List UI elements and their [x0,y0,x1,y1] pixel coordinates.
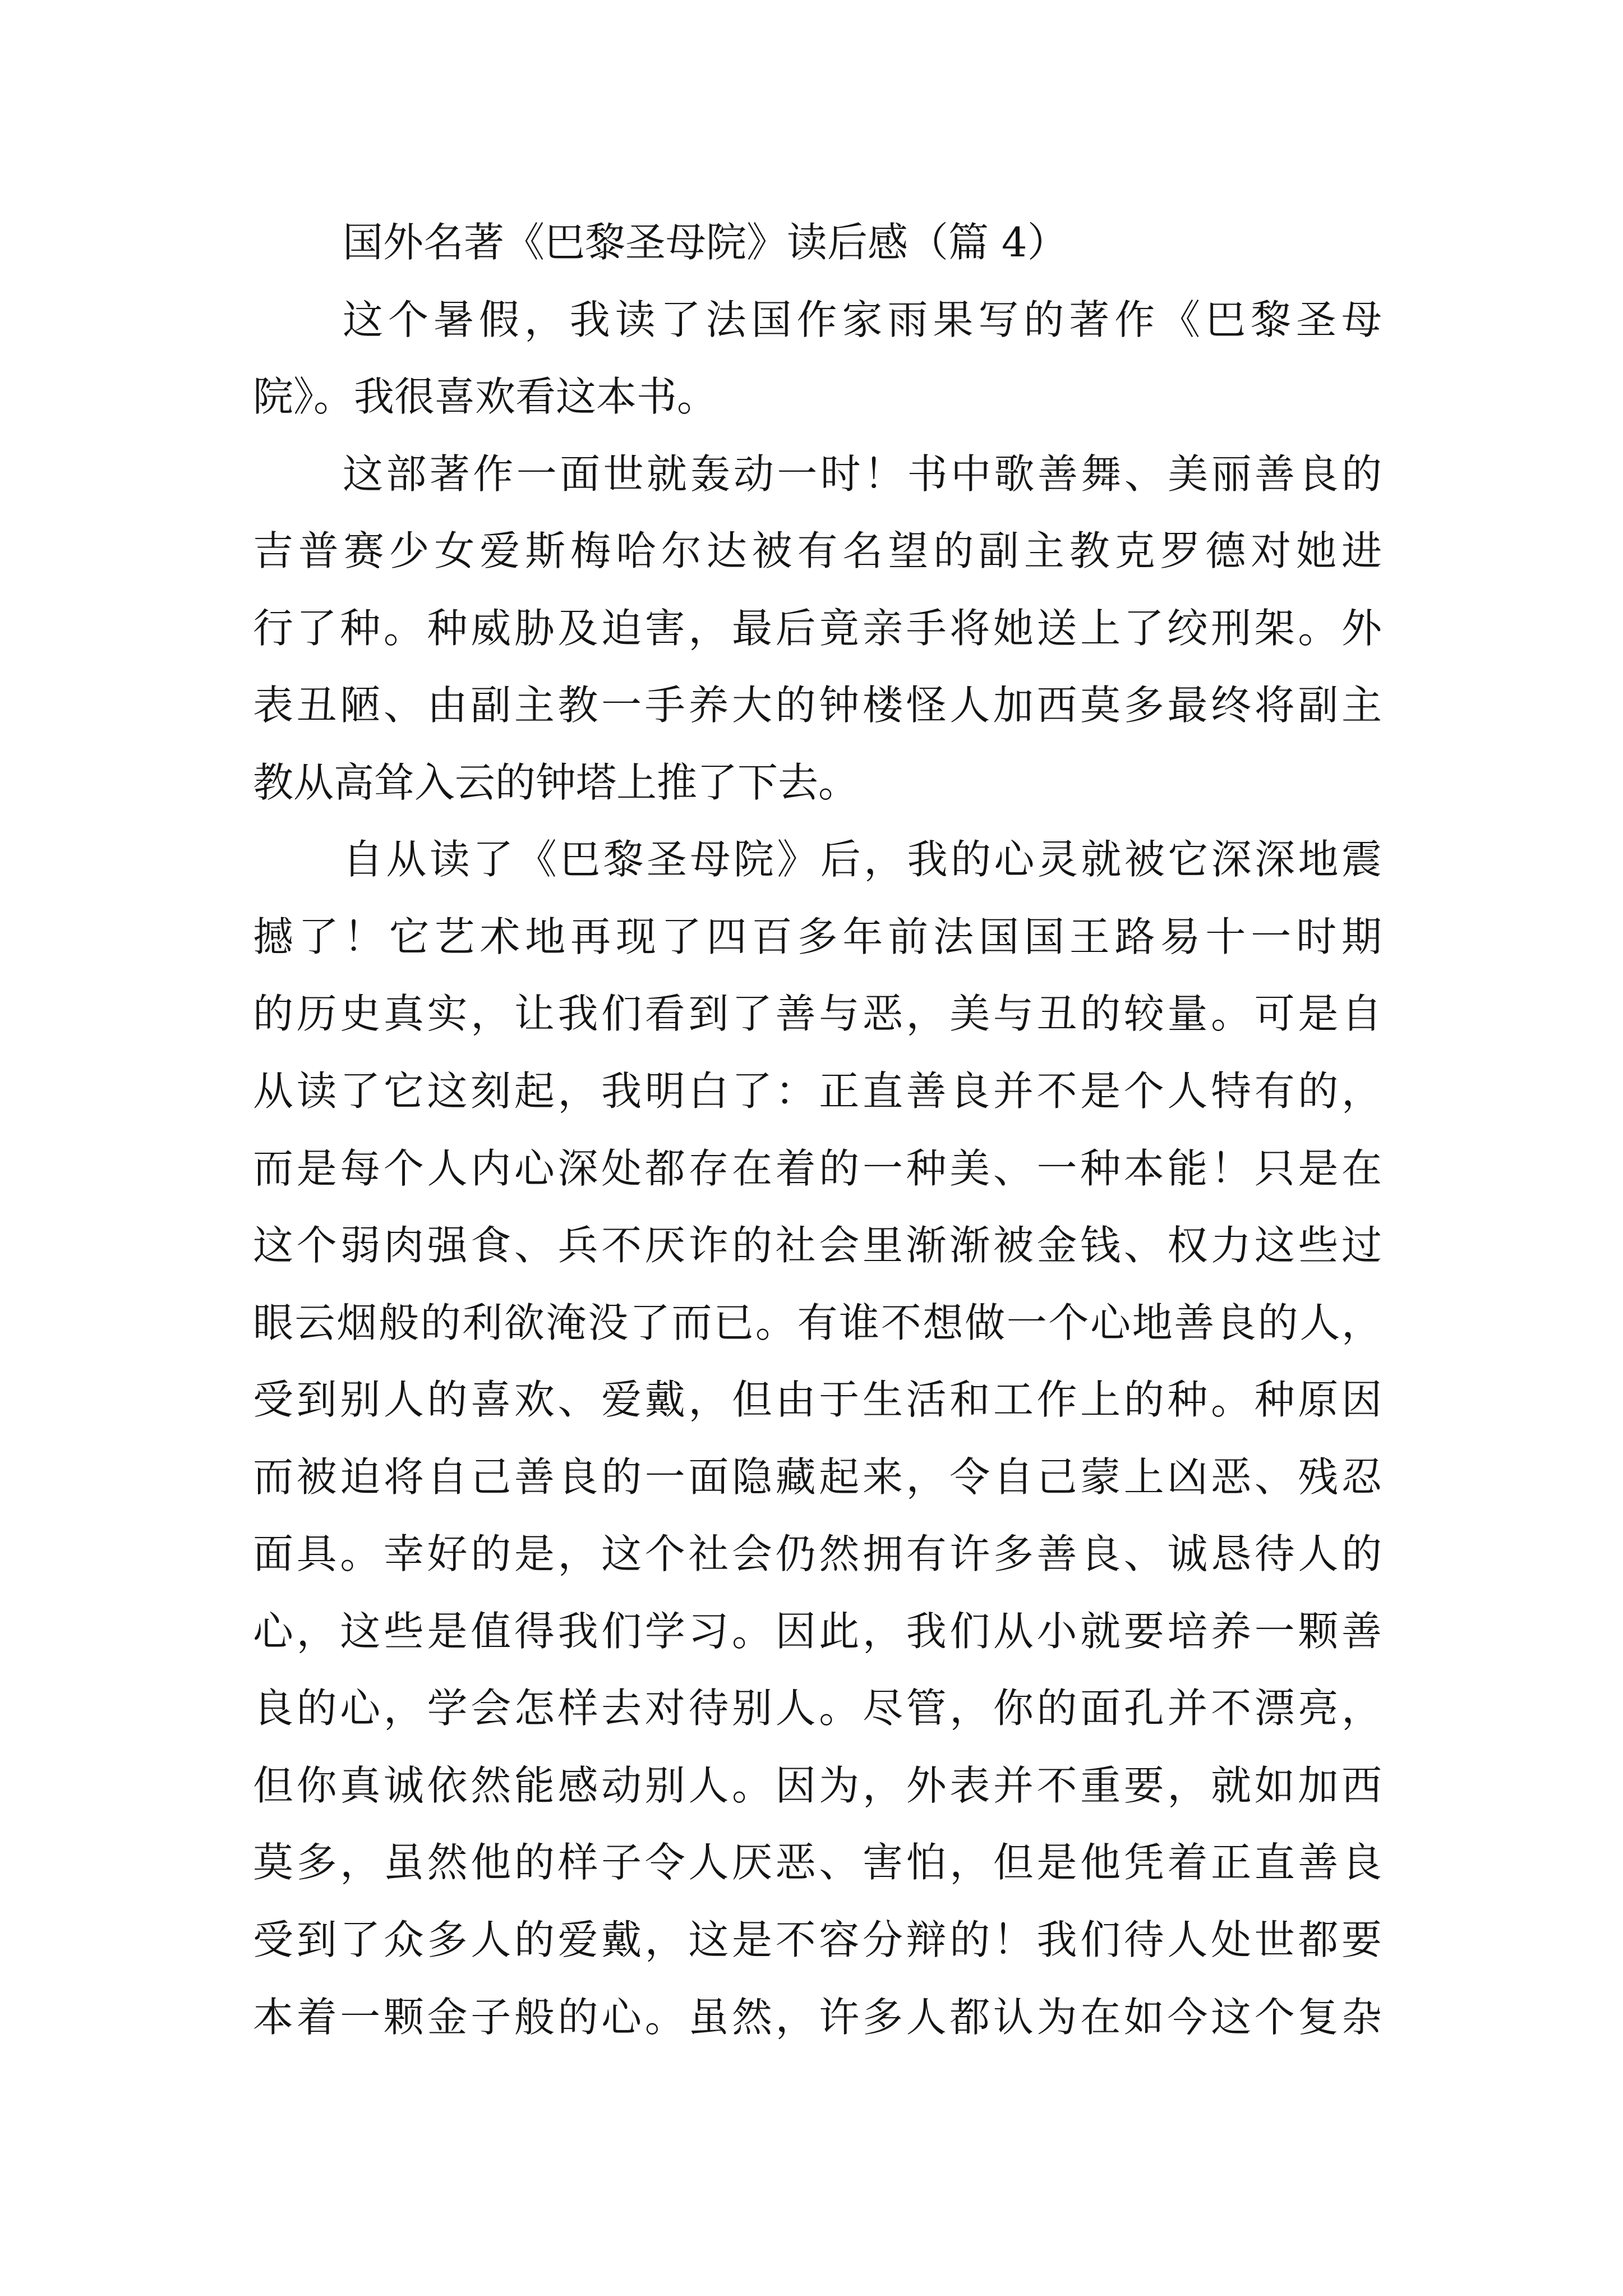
paragraph-1 [253,282,1382,436]
text-line: 院》。我很喜欢看这本书。 [253,373,718,421]
text-line: 眼云烟般的利欲淹没了而已。有谁不想做一个心地善良的人， [253,1299,1382,1346]
text-line: 而是每个人内心深处都存在着的一种美、一种本能！只是在 [253,1144,1382,1192]
text-line: 这部著作一面世就轰动一时！书中歌善舞、美丽善良的 [343,450,1382,498]
paragraph-2 [253,436,1382,822]
text-line: 这个暑假，我读了法国作家雨果写的著作《巴黎圣母 [343,296,1382,343]
text-line: 受到别人的喜欢、爱戴，但由于生活和工作上的种。种原因 [253,1376,1382,1424]
text-line: 撼了！它艺术地再现了四百多年前法国国王路易十一时期 [253,913,1382,960]
text-line: 表丑陋、由副主教一手养大的钟楼怪人加西莫多最终将副主 [253,682,1382,729]
text-line: 受到了众多人的爱戴，这是不容分辩的！我们待人处世都要 [253,1916,1382,1964]
paragraph-3 [253,821,1382,2056]
text-line: 行了种。种威胁及迫害，最后竟亲手将她送上了绞刑架。外 [253,604,1382,652]
text-line: 这个弱肉强食、兵不厌诈的社会里渐渐被金钱、权力这些过 [253,1222,1382,1269]
text-line: 而被迫将自己善良的一面隐藏起来，令自己蒙上凶恶、残忍 [253,1453,1382,1501]
text-line: 面具。幸好的是，这个社会仍然拥有许多善良、诚恳待人的 [253,1530,1382,1578]
text-line: 从读了它这刻起，我明白了：正直善良并不是个人特有的， [253,1068,1382,1115]
text-line: 本着一颗金子般的心。虽然，许多人都认为在如今这个复杂 [253,1993,1382,2041]
text-line: 吉普赛少女爱斯梅哈尔达被有名望的副主教克罗德对她进 [253,527,1382,575]
text-line: 教从高耸入云的钟塔上推了下去。 [253,758,859,806]
text-line: 自从读了《巴黎圣母院》后，我的心灵就被它深深地震 [343,836,1382,884]
document-title: 国外名著《巴黎圣母院》读后感（篇 4） [343,219,1068,266]
text-line: 但你真诚依然能感动别人。因为，外表并不重要，就如加西 [253,1761,1382,1809]
text-line: 莫多，虽然他的样子令人厌恶、害怕，但是他凭着正直善良 [253,1839,1382,1887]
text-line: 心，这些是值得我们学习。因此，我们从小就要培养一颗善 [253,1607,1382,1655]
text-line: 良的心，学会怎样去对待别人。尽管，你的面孔并不漂亮， [253,1685,1382,1732]
text-line: 的历史真实，让我们看到了善与恶，美与丑的较量。可是自 [253,990,1382,1038]
document-body [253,204,1382,2056]
